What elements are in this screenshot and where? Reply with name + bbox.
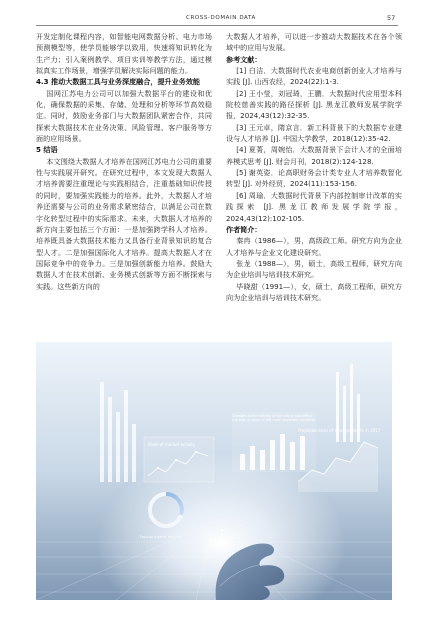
- illustration-canvas: [36, 342, 392, 600]
- reference-item: [3] 王元卓，隋京言．新工科背景下的大数据专业建设与人才培养 [J]. 中国大学教学，2018(12):35-42.: [226, 122, 402, 144]
- page-header: [0, 0, 427, 30]
- left-column: [36, 31, 212, 292]
- paragraph: 国网江苏电力公司可以加强大数据平台的建设和优化，确保数据的采集、存储、处理和分析等环节高效稳定。同时，鼓励业务部门与大数据团队紧密合作，共同探索大数据技术在业务决策、风险管理、客户服务等方面的应用场景。: [36, 88, 212, 144]
- author-bio: 毕晓甜（1991—），女，硕士，高级工程师，研究方向为企业培训与培训技术研究。: [226, 281, 402, 302]
- references-heading: 参考文献：: [226, 54, 262, 64]
- journal-title: CROSS-DOMAIN DATA: [186, 15, 256, 21]
- page-number: 57: [387, 14, 396, 22]
- right-column: [226, 31, 402, 303]
- author-bio: 张龙（1988—），男，硕士，高级工程师，研究方向为企业培训与培训技术研究。: [226, 258, 402, 280]
- business-data-illustration: [36, 342, 392, 600]
- paragraph: 开发定制化课程内容，如智能电网数据分析、电力市场预测模型等，使学员能够学以致用，快速将知识转化为生产力；引入案例教学、项目实训等教学方法，通过模拟真实工作场景，增强学员解决实际问题的能力。: [36, 32, 212, 76]
- paragraph: 本文围绕大数据人才培养在国网江苏电力公司的重要性与实践展开研究。在研究过程中，本文发现大数据人才培养需要注重理论与实践相结合，注重基础知识传授的同时，要加强实践能力的培养。此外，大数据人才培养还需要与公司的业务需求紧密结合，以满足公司在数字化转型过程中的实际需求。未来，大数据人才培养的新方向主要包括三个方面：一是加强跨学科人才培养。培养既具备大数据技术能力又具备行业背景知识的复合型人才。二是加强国际化人才培养。提高大数据人才在国际竞争中的竞争力。三是加强创新能力培养。鼓励大数据人才在技术创新、业务模式创新等方面不断探索与实践。这些新方向的: [36, 156, 212, 291]
- reference-item: [4] 夏菁，周婉怡．大数据背景下会计人才的全面培养模式思考 [J]. 财会月刊，2018(2):124-128.: [226, 145, 402, 166]
- reference-item: [2] 王小莹，刘冠琦，王鹏．大数据时代应用型本科院校慈善实践的路径探析 [J]. 黑龙江教师发展学院学报，2024,43(12):32-35.: [226, 88, 402, 121]
- section-heading: 4.3 推动大数据工具与业务深度融合，提升业务效能: [36, 77, 201, 87]
- paragraph: 大数据人才培养，可以进一步推动大数据技术在各个领域中的应用与发展。: [226, 32, 402, 53]
- author-bio: 秦冉（1986—），男，高级政工师。研究方向为企业人才培养与企业文化建设研究。: [226, 236, 402, 257]
- reference-item: [6] 周瑜．大数据时代背景下内部控制审计改革的实践探索 [J]. 黑龙江教师发展学院学报，2024,43(12):102-105.: [226, 190, 402, 223]
- section-heading: 5 结语: [36, 145, 58, 155]
- light-glow: [36, 342, 392, 600]
- author-bio-heading: 作者简介：: [226, 224, 262, 234]
- reference-item: [1] 白洁．大数据时代农业电商创新创业人才培养与实践 [J]. 山西农经，2024(22):1-3.: [226, 66, 402, 87]
- reference-item: [5] 谢英姿．论高职财务会计类专业人才培养数智化转型 [J]. 对外经贸，2024(11):153-156.: [226, 168, 402, 189]
- header-rule: [36, 25, 398, 26]
